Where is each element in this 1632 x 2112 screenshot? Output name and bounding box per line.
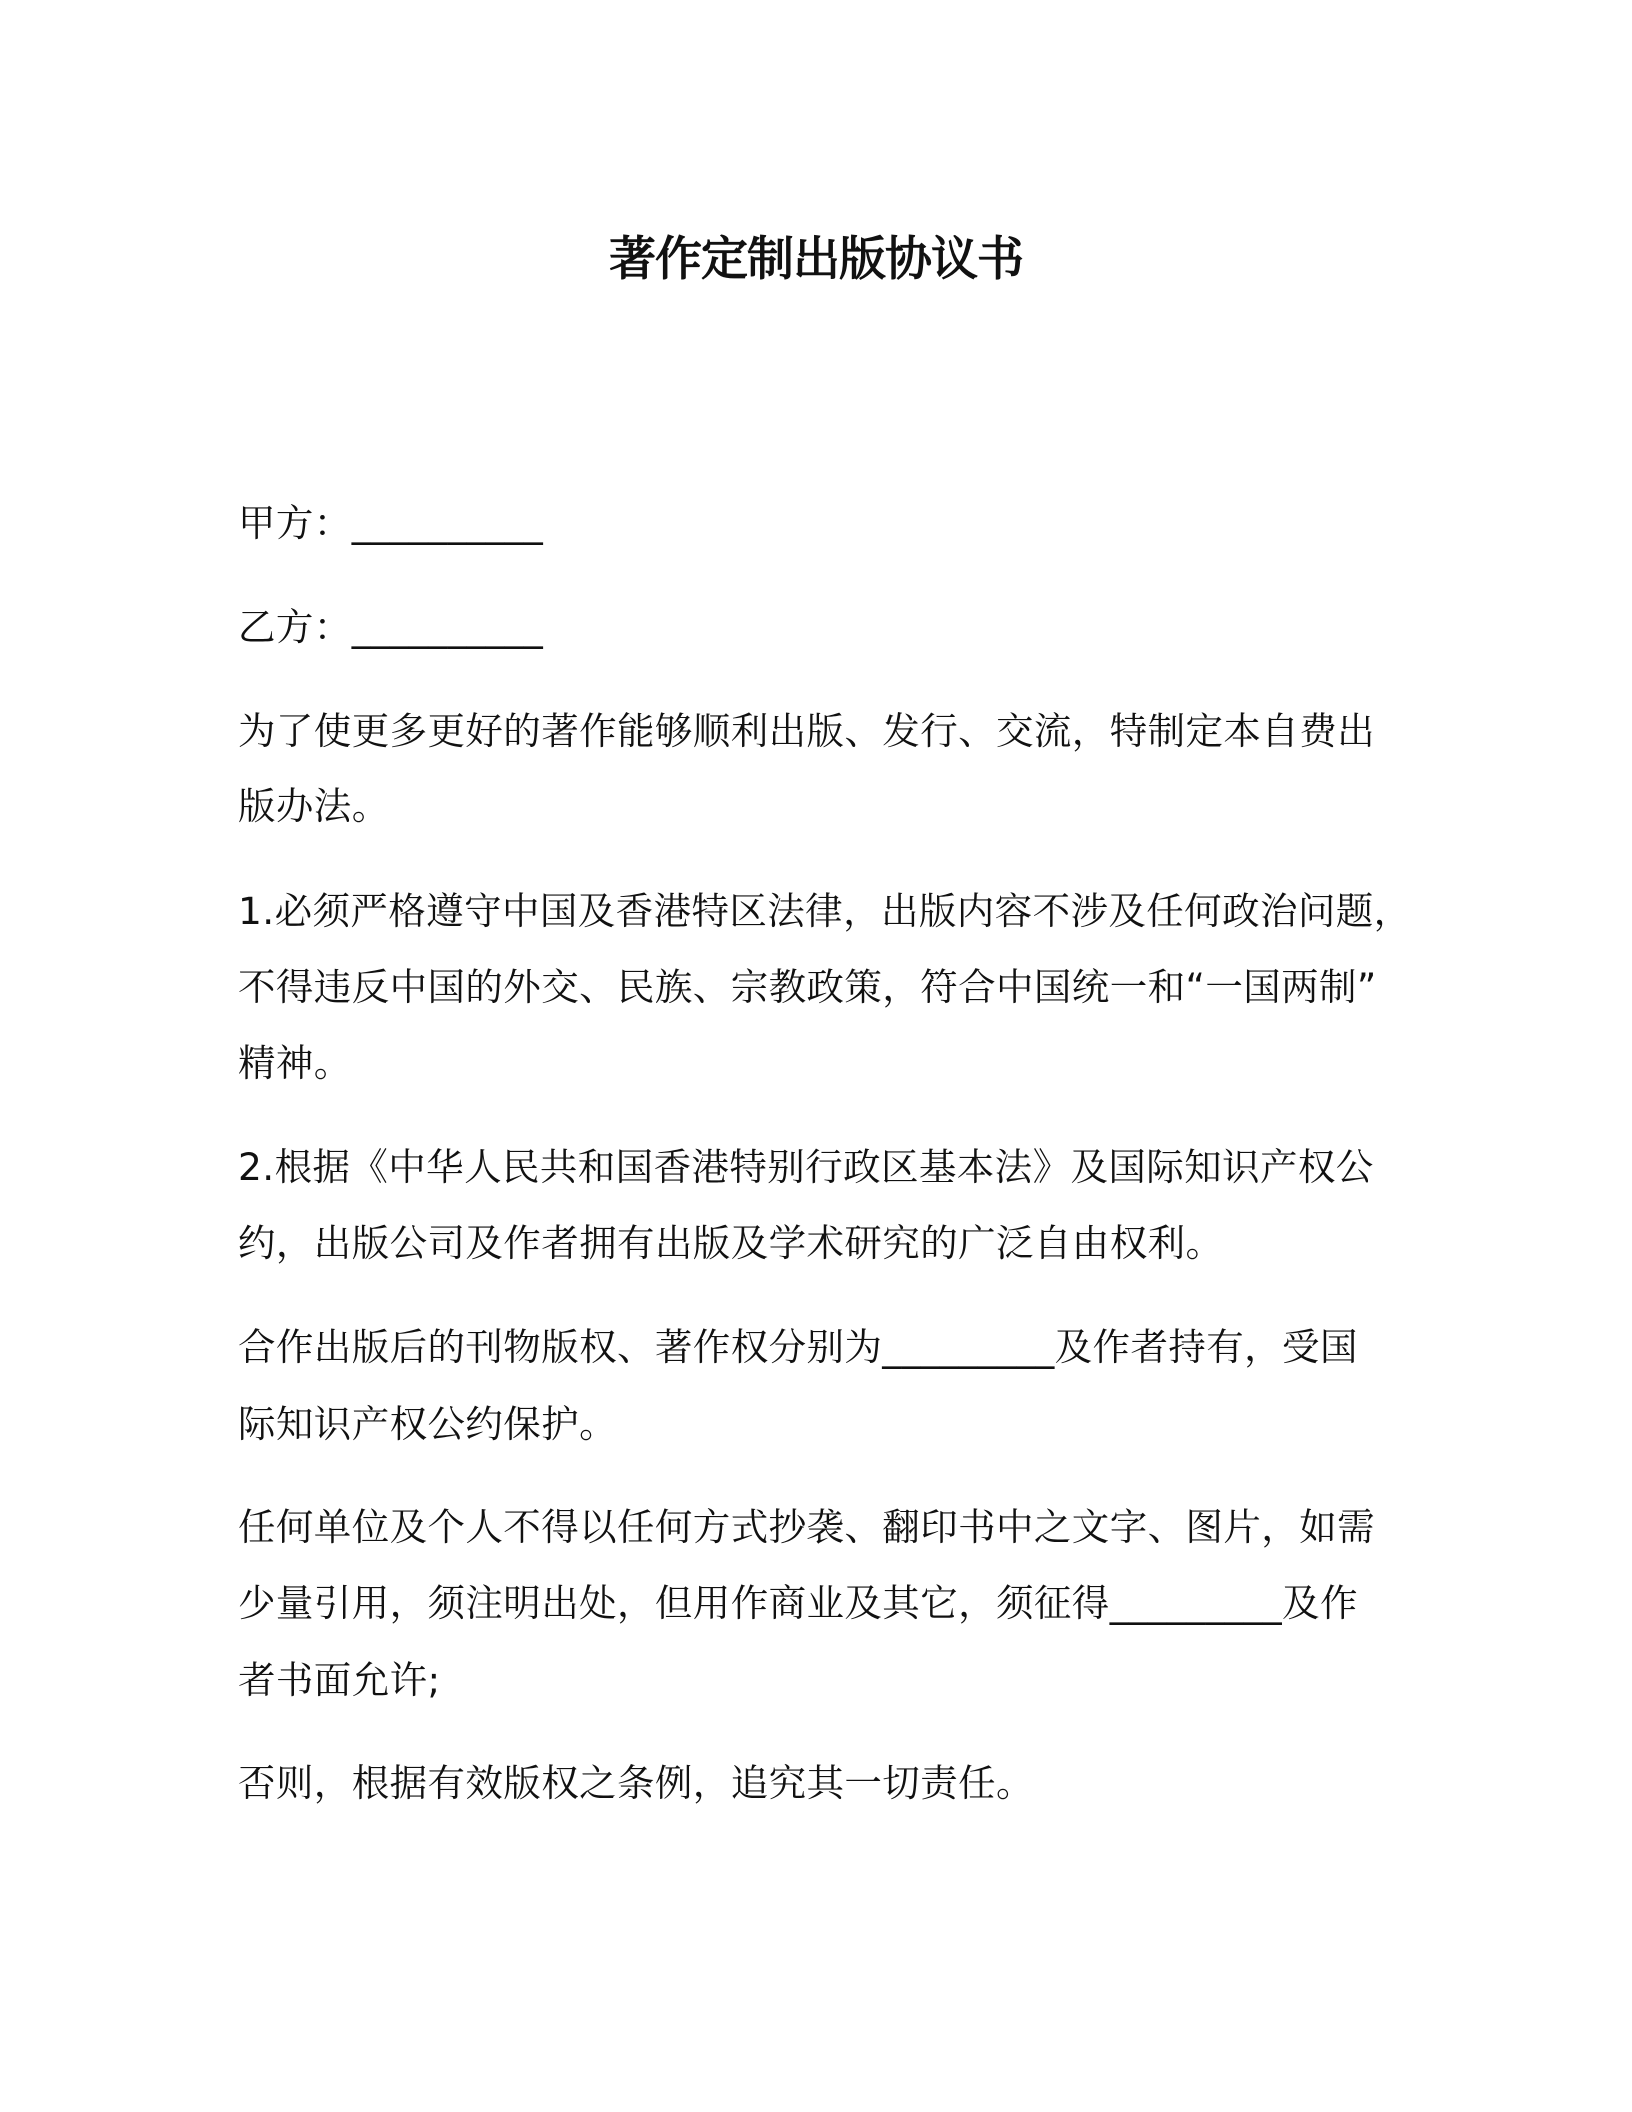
clause-1-line: 不得违反中国的外交、民族、宗教政策，符合中国统一和“一国两制” [238,965,1377,1009]
clause-1-line: 1.必须严格遵守中国及香港特区法律，出版内容不涉及任何政治问题， [238,889,1412,933]
liability-paragraph: 否则，根据有效版权之条例，追究其一切责任。 [238,1761,1034,1805]
restriction-paragraph-line: 者书面允许; [238,1658,441,1702]
copyright-paragraph-line: 合作出版后的刊物版权、著作权分别为_________及作者持有，受国 [238,1325,1358,1369]
party-a-line: 甲方：__________ [238,501,544,545]
restriction-paragraph-line: 少量引用，须注明出处，但用作商业及其它，须征得_________及作 [238,1581,1358,1625]
intro-paragraph-line: 版办法。 [238,784,390,828]
clause-2-line: 2.根据《中华人民共和国香港特别行政区基本法》及国际知识产权公 [238,1145,1374,1189]
document-title: 著作定制出版协议书 [609,232,1023,287]
copyright-paragraph-line: 际知识产权公约保护。 [238,1402,617,1446]
party-b-line: 乙方：__________ [238,605,544,649]
restriction-paragraph-line: 任何单位及个人不得以任何方式抄袭、翻印书中之文字、图片，如需 [238,1505,1375,1549]
intro-paragraph-line: 为了使更多更好的著作能够顺利出版、发行、交流，特制定本自费出 [238,709,1375,753]
clause-2-line: 约，出版公司及作者拥有出版及学术研究的广泛自由权利。 [238,1221,1224,1265]
clause-1-line: 精神。 [238,1041,352,1085]
